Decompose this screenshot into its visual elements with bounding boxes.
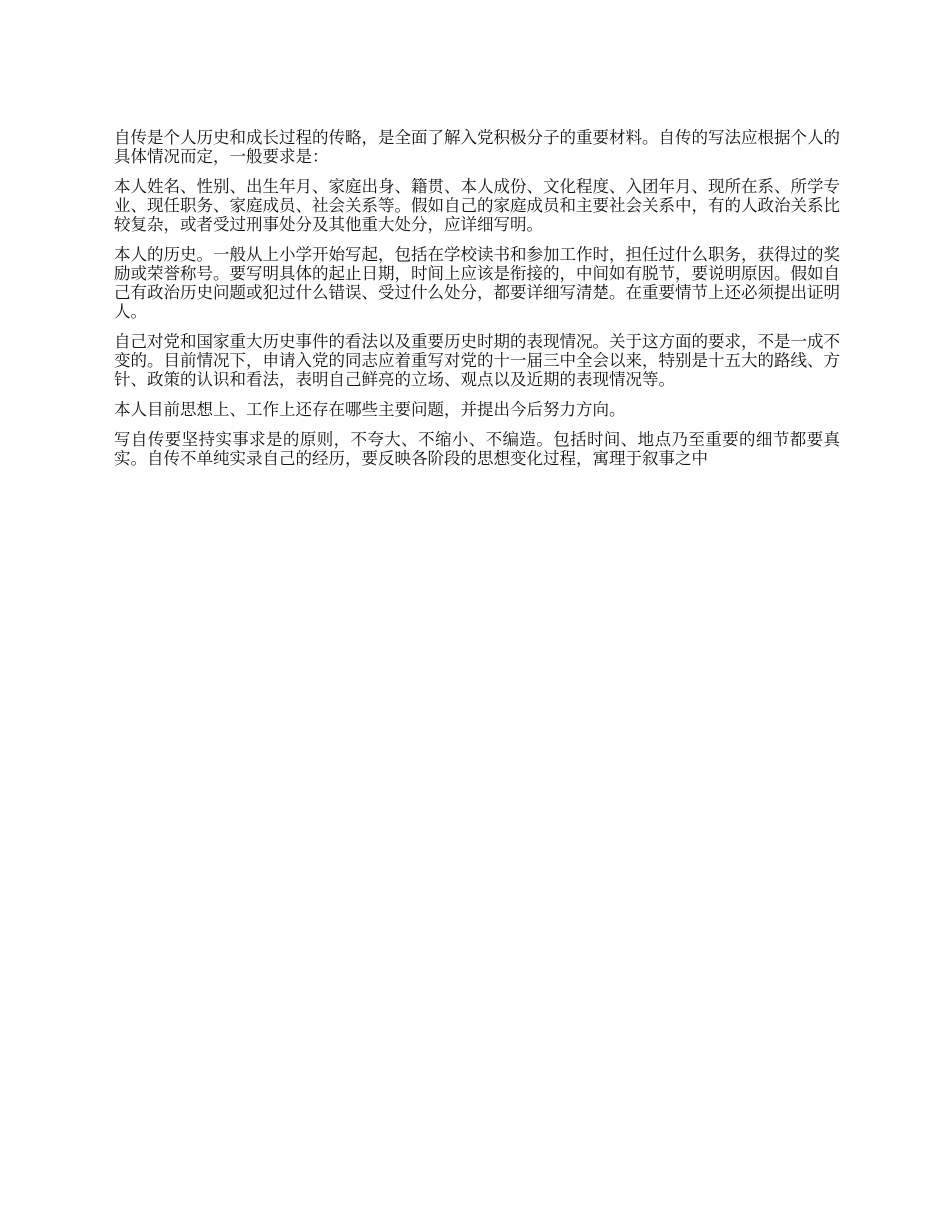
- paragraph-writing-principles: 写自传要坚持实事求是的原则，不夸大、不缩小、不编造。包括时间、地点乃至重要的细节都要真实。自传不单纯实录自己的经历，要反映各阶段的思想变化过程，寓理于叙事之中: [114, 430, 840, 468]
- paragraph-current-problems: 本人目前思想上、工作上还存在哪些主要问题，并提出今后努力方向。: [114, 400, 626, 419]
- paragraph-intro: 自传是个人历史和成长过程的传略，是全面了解入党积极分子的重要材料。自传的写法应根据个人的具体情况而定，一般要求是：: [114, 128, 840, 166]
- paragraph-views-on-events: 自己对党和国家重大历史事件的看法以及重要历史时期的表现情况。关于这方面的要求，不是一成不变的。目前情况下，申请入党的同志应着重写对党的十一届三中全会以来，特别是十五大的路线、方针、政策的认识和看法，表明自己鲜亮的立场、观点以及近期的表现情况等。: [114, 332, 840, 389]
- paragraph-basic-info: 本人姓名、性别、出生年月、家庭出身、籍贯、本人成份、文化程度、入团年月、现所在系、所学专业、现任职务、家庭成员、社会关系等。假如自己的家庭成员和主要社会关系中，有的人政治关系比较复杂，或者受过刑事处分及其他重大处分，应详细写明。: [114, 177, 840, 234]
- document-body: [114, 128, 840, 479]
- paragraph-personal-history: 本人的历史。一般从上小学开始写起，包括在学校读书和参加工作时，担任过什么职务，获得过的奖励或荣誉称号。要写明具体的起止日期，时间上应该是衔接的，中间如有脱节，要说明原因。假如自己有政治历史问题或犯过什么错误、受过什么处分，都要详细写清楚。在重要情节上还必须提出证明人。: [114, 245, 840, 321]
